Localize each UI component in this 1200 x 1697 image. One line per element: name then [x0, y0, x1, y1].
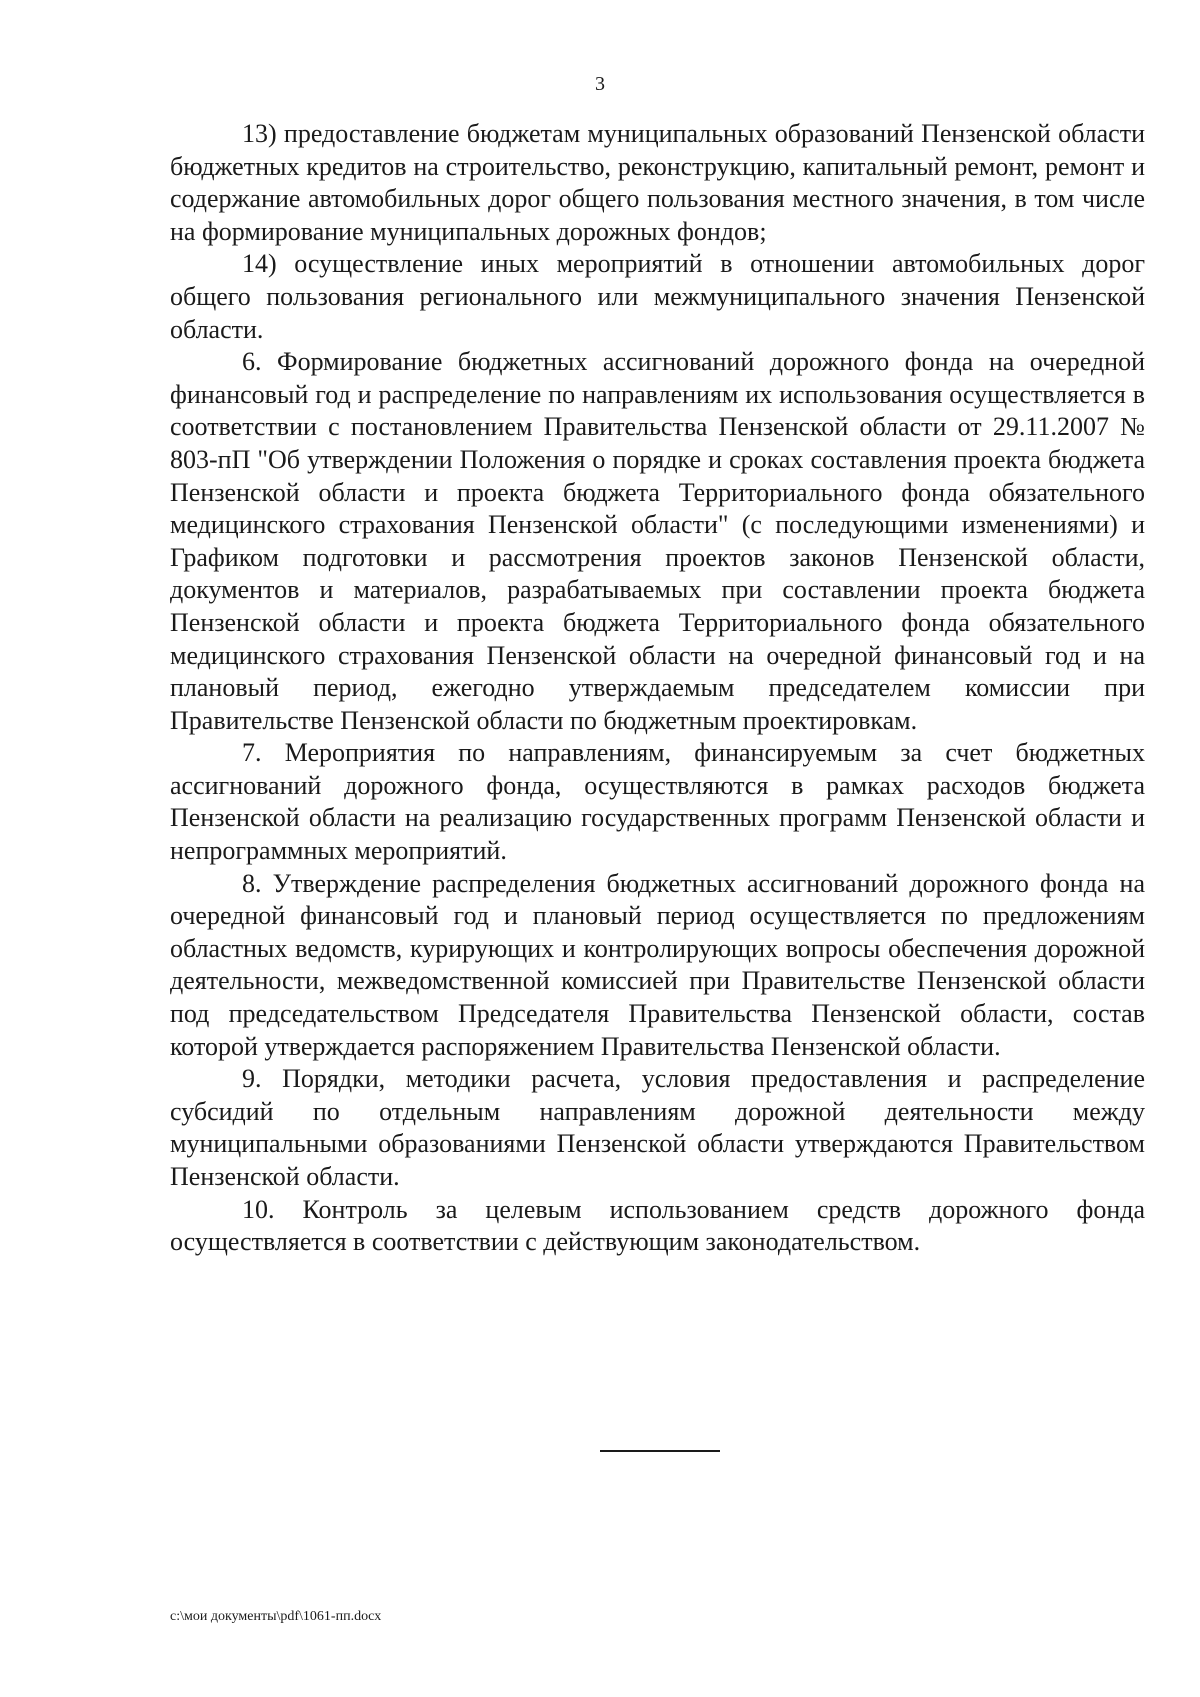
paragraph-section-6: 6. Формирование бюджетных ассигнований дорожного фонда на очередной финансовый год и распределение по направлениям их использования осуществляется в соответствии с постановлением Правительства Пензенской области от 29.11.2007 № 803-пП "Об утверждении Положения о порядке и сроках составления проекта бюджета Пензенской области и проекта бюджета Территориального фонда обязательного медицинского страхования Пензенской области" (с последующими изменениями) и Графиком подготовки и рассмотрения проектов законов Пензенской области, документов и материалов, разрабатываемых при составлении проекта бюджета Пензенской области и проекта бюджета Территориального фонда обязательного медицинского страхования Пензенской области на очередной финансовый год и на плановый период, ежегодно утверждаемым председателем комиссии при Правительстве Пензенской области по бюджетным проектировкам.: [170, 347, 1145, 735]
document-body: [170, 118, 1145, 1259]
footer-file-path: c:\мои документы\pdf\1061-пп.docx: [170, 1609, 382, 1624]
paragraph-section-8: 8. Утверждение распределения бюджетных ассигнований дорожного фонда на очередной финансовый год и плановый период осуществляется по предложениям областных ведомств, курирующих и контролирующих вопросы обеспечения дорожной деятельности, межведомственной комиссией при Правительстве Пензенской области под председательством Председателя Правительства Пензенской области, состав которой утверждается распоряжением Правительства Пензенской области.: [170, 868, 1145, 1061]
paragraph-section-9: 9. Порядки, методики расчета, условия предоставления и распределение субсидий по отдельным направлениям дорожной деятельности между муниципальными образованиями Пензенской области утверждаются Правительством Пензенской области.: [170, 1064, 1145, 1191]
paragraph-item-14: 14) осуществление иных мероприятий в отношении автомобильных дорог общего пользования регионального или межмуниципального значения Пензенской области.: [170, 249, 1145, 344]
end-of-document-divider: [600, 1450, 720, 1452]
page-number: 3: [595, 73, 605, 95]
paragraph-section-10: 10. Контроль за целевым использованием средств дорожного фонда осуществляется в соответствии с действующим законодательством.: [170, 1194, 1145, 1257]
paragraph-section-7: 7. Мероприятия по направлениям, финансируемым за счет бюджетных ассигнований дорожного фонда, осуществляются в рамках расходов бюджета Пензенской области на реализацию государственных программ Пензенской области и непрограммных мероприятий.: [170, 738, 1145, 866]
paragraph-item-13: 13) предоставление бюджетам муниципальных образований Пензенской области бюджетных кредитов на строительство, реконструкцию, капитальный ремонт, ремонт и содержание автомобильных дорог общего пользования местного значения, в том числе на формирование муниципальных дорожных фондов;: [170, 119, 1145, 246]
